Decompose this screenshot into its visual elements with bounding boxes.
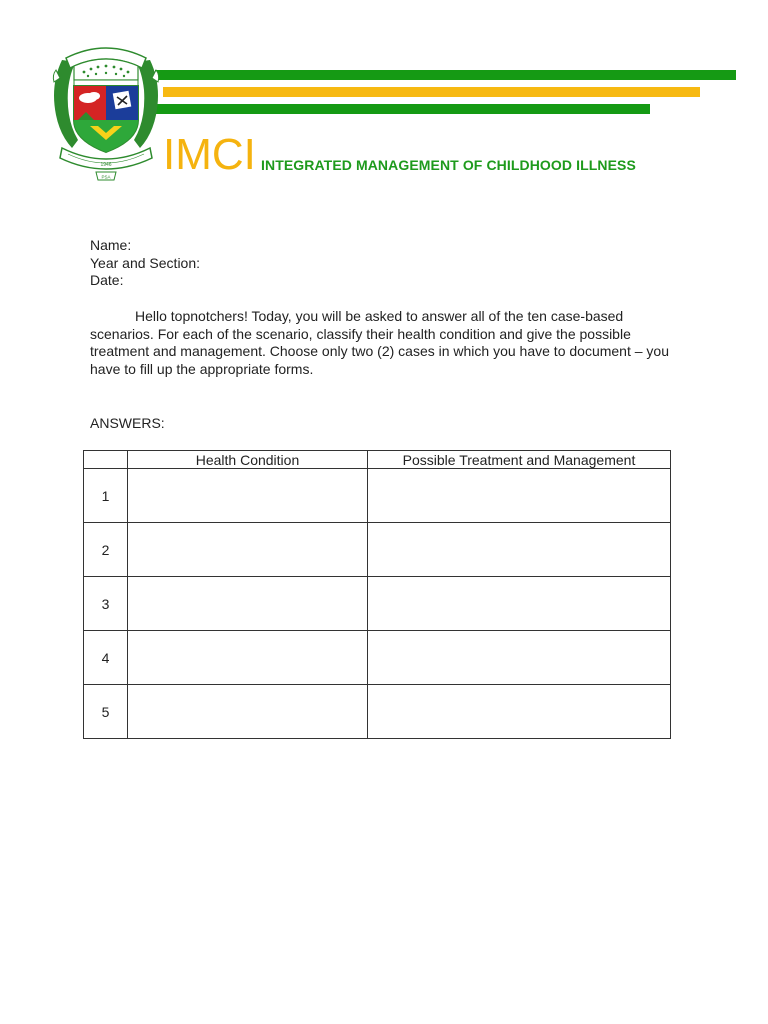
year-section-label[interactable]: Year and Section: [90,254,201,271]
header-health-condition: Health Condition [128,451,368,469]
header-treatment: Possible Treatment and Management [368,451,671,469]
answers-heading: ANSWERS: [90,415,165,431]
student-info-block [90,237,200,290]
row-number: 3 [84,577,128,631]
health-condition-cell[interactable] [128,523,368,577]
treatment-cell[interactable] [368,685,671,739]
seal-bottom-text: PSA [101,174,111,180]
table-header-row [84,451,671,469]
seal-year: 1946 [100,162,112,168]
table-row [84,469,671,523]
row-number: 4 [84,631,128,685]
row-number: 1 [84,469,128,523]
treatment-cell[interactable] [368,577,671,631]
table-row [84,577,671,631]
treatment-cell[interactable] [368,523,671,577]
table-row [84,685,671,739]
name-label[interactable]: Name: [90,237,132,253]
health-condition-cell[interactable] [128,577,368,631]
treatment-cell[interactable] [368,631,671,685]
table-row [84,523,671,577]
health-condition-cell[interactable] [128,631,368,685]
row-number: 2 [84,523,128,577]
imci-logo-text: IMCI [163,130,256,179]
header-green-bar-bottom [155,104,650,114]
header-yellow-bar [163,87,700,97]
header-number [84,451,128,469]
page-subtitle: INTEGRATED MANAGEMENT OF CHILDHOOD ILLNESS [261,157,636,173]
table-row [84,631,671,685]
health-condition-cell[interactable] [128,469,368,523]
college-seal-logo [48,40,164,186]
date-label[interactable]: Date: [90,272,124,288]
answers-table [83,450,671,739]
instructions-paragraph: Hello topnotchers! Today, you will be asked to answer all of the ten case-based scenarios. For each of the scenario, classify their health condition and give the possible treatment and management. Choose only two (2) cases in which you have to document – you have to fill up the appropriate forms. [90,308,669,377]
row-number: 5 [84,685,128,739]
header-green-bar-top [155,70,736,80]
health-condition-cell[interactable] [128,685,368,739]
treatment-cell[interactable] [368,469,671,523]
